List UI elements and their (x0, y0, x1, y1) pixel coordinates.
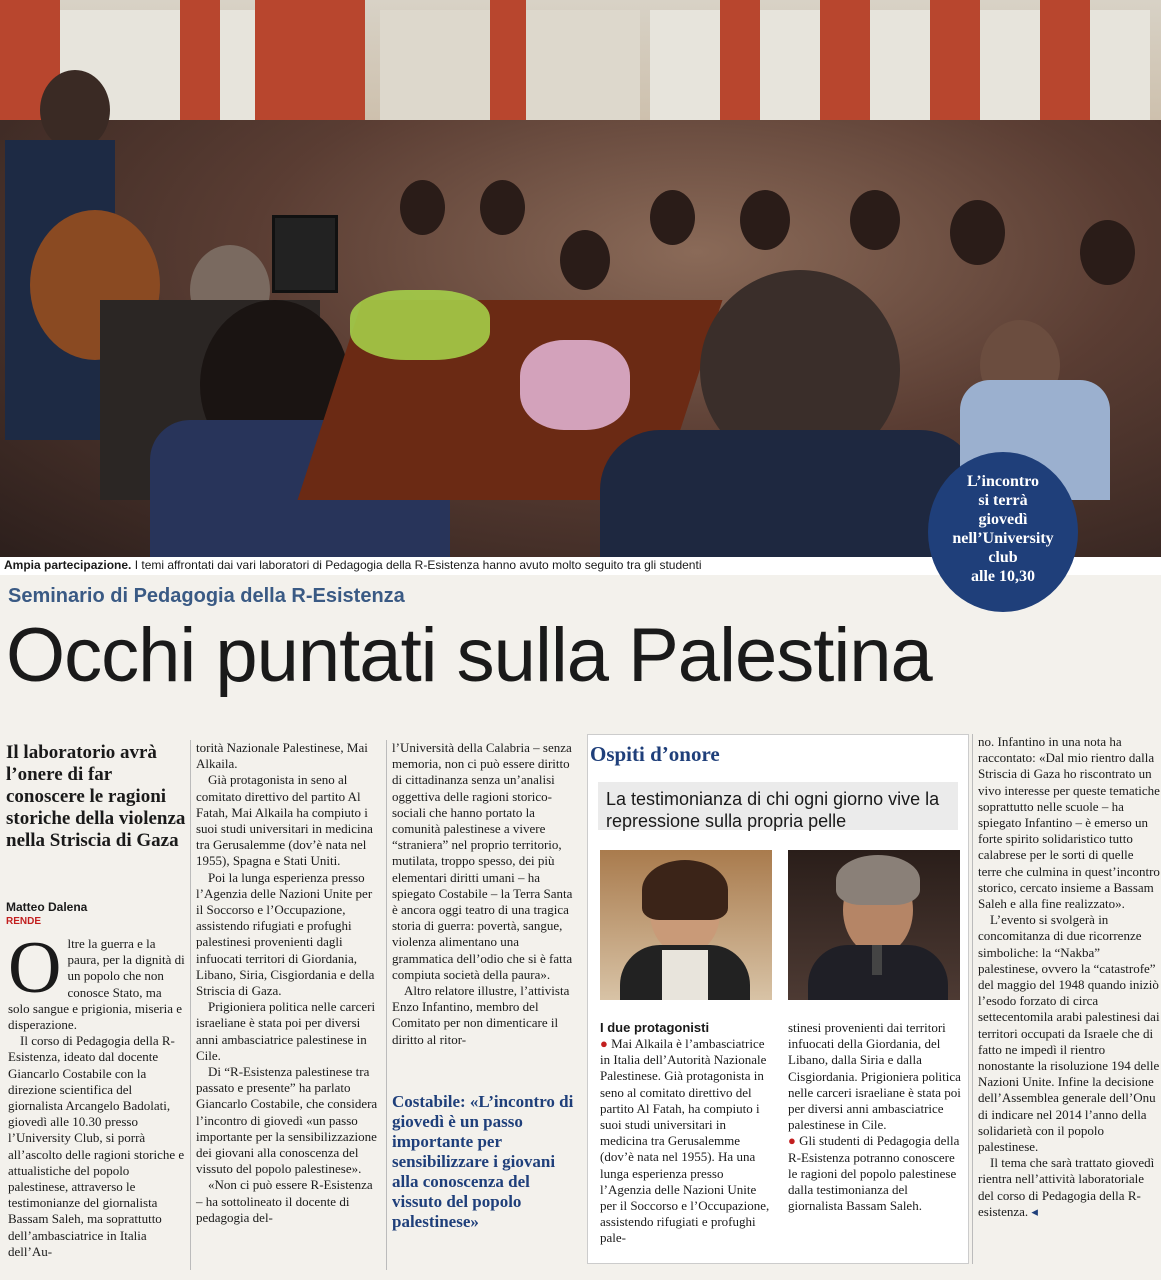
column-rule (190, 740, 191, 1270)
paragraph (600, 1036, 776, 1247)
column-rule (972, 734, 973, 1264)
dateline-place: RENDE (6, 916, 42, 927)
box-column-2 (788, 1020, 964, 1214)
end-mark: ◂ (1031, 1203, 1038, 1219)
badge-line: club (988, 549, 1018, 566)
paragraph: l’Università della Calabria – senza memoria, non ci può essere diritto di cittadinanza senza un’analisi oggettiva delle ragioni storico-sociali che hanno portato la comunità palestinese a vivere “straniera” nel proprio territorio, mutilata, troppo spesso, dei più elementari diritti umani – ha spiegato Costabile – la Terra Santa è ancora oggi teatro di una tragica storia di guerra: povertà, sangue, violenza alimentano una grammatica dell’odio che si è fatta compiuta società della paura». (392, 740, 573, 982)
pull-quote: Costabile: «L’incontro di giovedì è un passo importante per sensibilizzare i giovani alla conoscenza del vissuto del popolo palestinese» (392, 1092, 574, 1231)
badge-line: giovedì (978, 511, 1028, 528)
column-rule (386, 740, 387, 1270)
paragraph (978, 1155, 1160, 1220)
caption-text: I temi affrontati dai vari laboratori di Pedagogia della R-Esistenza hanno avuto molto seguito tra gli studenti (131, 558, 702, 572)
portrait-mai-alkaila (600, 850, 772, 1000)
paragraph: Di “R-Esistenza palestinese tra passato e presente” ha parlato Giancarlo Costabile, che considera l’incontro di giovedì «un passo importante per la sensibilizzazione dei giovani alla conoscenza del vissuto del popolo palestinese». (196, 1064, 378, 1177)
badge-line: alle 10,30 (971, 568, 1035, 585)
paragraph: Prigioniera politica nelle carceri israeliane è stata poi per diversi anni ambasciatrice palestinese in Cile. (196, 999, 376, 1063)
kicker: Seminario di Pedagogia della R-Esistenza (8, 585, 405, 607)
box-title: Ospiti d’onore (590, 742, 720, 766)
box-heading: I due protagonisti (600, 1020, 710, 1035)
article-column-2 (196, 740, 380, 1226)
paragraph: Altro relatore illustre, l’attivista Enzo Infantino, membro del Comitato per non dimenticare il diritto al ritor- (392, 983, 570, 1047)
paragraph-text: Il tema che sarà trattato giovedì rientra nell’attività laboratoriale del corso di Pedagogia della R-esistenza. (978, 1155, 1155, 1219)
article-column-1 (8, 927, 186, 1260)
drop-cap: O (8, 927, 62, 1009)
caption-lead: Ampia partecipazione. (4, 558, 132, 572)
bullet-text: Mai Alkaila è l’ambasciatrice in Italia dell’Autorità Nazionale Palestinese. Già protagonista in seno al comitato direttivo del partito Al Fatah, ha compiuto i suoi studi universitari in medicina tra Gerusalemme (dov’è nata nel 1955). Ha una lunga esperienza presso l’Agenzia delle Nazioni Unite per il Soccorso e l’Occupazione, assistendo rifugiati e profughi pale- (600, 1036, 770, 1246)
bullet: ● (788, 1133, 796, 1149)
headline: Occhi puntati sulla Palestina (6, 613, 932, 698)
bullet-text: Gli studenti di Pedagogia della R-Esistenza potranno conoscere le ragioni del popolo palestinese dalla testimonianza del giornalista Bassam Saleh. (788, 1133, 960, 1214)
badge-line: L’incontro (966, 473, 1039, 490)
photo-caption (4, 557, 701, 573)
badge-line: nell’University (952, 530, 1054, 547)
author-byline: Matteo Dalena (6, 900, 88, 914)
monitor (272, 215, 338, 293)
article-column-5 (978, 734, 1160, 1220)
paragraph: torità Nazionale Palestinese, Mai Alkaila. (196, 740, 368, 772)
paragraph: L’evento si svolgerà in concomitanza di due ricorrenze simboliche: la “Nakba” palestinese, ovvero la “catastrofe” del maggio del 1948 quando iniziò l’esodo forzato di circa settecentomila arabi palestinesi dai territori occupati da Israele che di fatto ne impedì il rientro nonostante la risoluzione 194 delle Nazioni Unite. Infine la decisione dell’Assemblea generale dell’Onu di indicare nel 2014 l’anno della solidarietà con il popolo palestinese. (978, 912, 1160, 1155)
article-column-3 (392, 740, 576, 1048)
bullet: ● (600, 1036, 608, 1051)
paragraph: Il corso di Pedagogia della R-Esistenza, ideato dal docente Giancarlo Costabile con la direzione scientifica del giornalista Arcangelo Badolati, giovedì alle 10.30 presso l’University Club, si porrà all’ascolto delle ragioni storiche e attualistiche del popolo palestinese, attraverso le testimonianze del giornalista Bassam Saleh, ma soprattutto dell’ambasciatrice in Italia dell’Au- (8, 1033, 185, 1259)
box-column-1 (600, 1036, 776, 1247)
paragraph: ltre la guerra e la paura, per la dignità di un popolo che non conosce Stato, ma solo sangue e prigionia, miseria e disperazione. (8, 936, 185, 1033)
paragraph: Già protagonista in seno al comitato direttivo del partito Al Fatah, Mai Alkaila ha compiuto i suoi studi universitari in medicina tra Gerusalemme (dov’è nata nel 1955), Spagna e Stati Uniti. (196, 772, 373, 869)
badge-line: si terrà (978, 492, 1028, 509)
paragraph: «Non ci può essere R-Esistenza – ha sottolineato il docente di pedagogia del- (196, 1177, 373, 1225)
paragraph: no. Infantino in una nota ha raccontato: «Dal mio rientro dalla Striscia di Gaza ho riscontrato un vivo interesse per queste tematiche soprattutto nelle scuole – ha spiegato Infantino – è emerso un forte spirito solidaristico tutto calabrese per le sorti di quelle terre che culmina in quest’incontro storico, cercato insieme a Bassam Saleh e alla fine realizzato». (978, 734, 1160, 912)
paragraph: Poi la lunga esperienza presso l’Agenzia delle Nazioni Unite per il Soccorso e l’Occupazione, assistendo rifugiati e profughi palestinesi provenienti dagli infuocati territori di Giordania, Libano, Siria, Cisgiordania e della Striscia di Gaza. (196, 869, 375, 999)
paragraph: stinesi provenienti dai territori infuocati della Giordania, del Libano, dalla Siria e dalla Cisgiordania. Prigioniera politica nelle carceri israeliane è stata poi per diversi anni ambasciatrice palestinese in Cile. (788, 1020, 961, 1133)
paragraph (788, 1133, 964, 1214)
box-subtitle: La testimonianza di chi ogni giorno vive la repressione sulla propria pelle (598, 782, 958, 830)
subheadline: Il laboratorio avrà l’onere di far conoscere le ragioni storiche della violenza nella Striscia di Gaza (6, 742, 186, 851)
portrait-bassam-saleh (788, 850, 960, 1000)
event-badge (928, 452, 1078, 612)
